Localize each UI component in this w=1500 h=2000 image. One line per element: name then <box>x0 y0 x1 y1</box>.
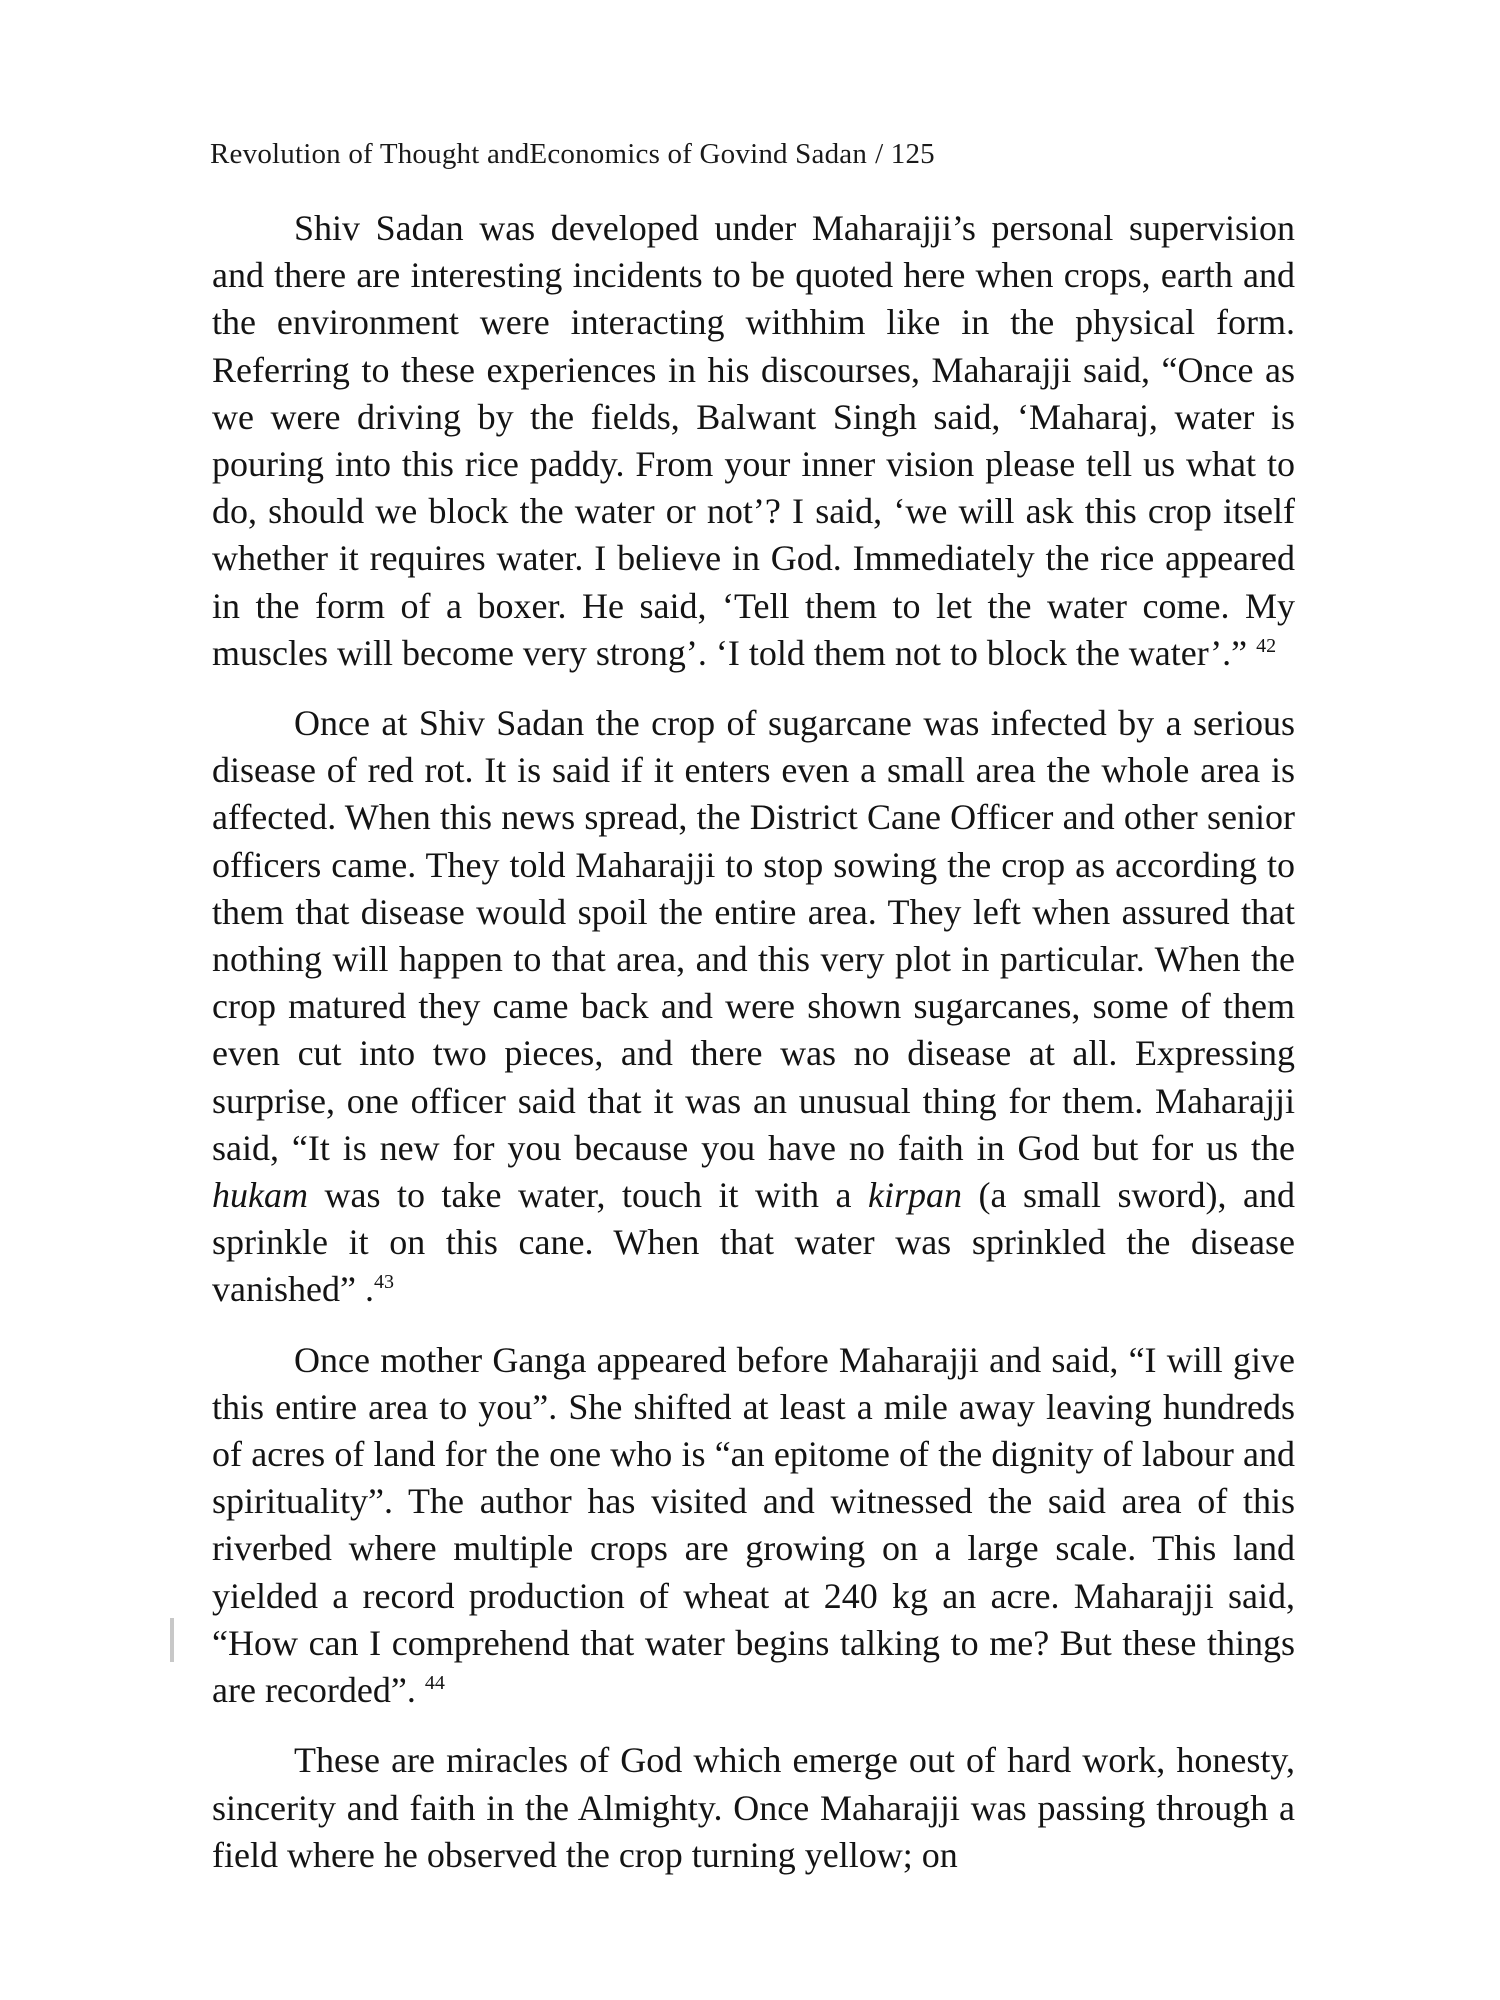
paragraph-2-text-c: (a small sword), and sprinkle it on this cane. When that water was sprinkled the disease vanished” . <box>212 1175 1296 1310</box>
paragraph-4 <box>212 1737 1295 1879</box>
paragraph-3-text: Once mother Ganga appeared before Maharajji and said, “I will give this entire area to you”. She shifted at least a mile away leaving hundreds of acres of land for the one who is “an epitome of the dignity of labour and spirituality”. The author has visited and witnessed the said area of this riverbed where multiple crops are growing on a large scale. This land yielded a record production of wheat at 240 kg an acre. Maharajji said, “How can I comprehend that water begins talking to me? But these things are recorded”. <box>212 1339 1295 1711</box>
paragraph-4-text: These are miracles of God which emerge out of hard work, honesty, sincerity and faith in the Almighty. Once Maharajji was passing through a field where he observed the crop turning yellow; on <box>212 1740 1295 1875</box>
paragraph-1 <box>212 205 1295 677</box>
footnote-ref-42: 42 <box>1256 634 1277 657</box>
running-head-title: Revolution of Thought andEconomics of Govind Sadan <box>210 138 868 170</box>
footnote-ref-43: 43 <box>373 1271 394 1294</box>
paragraph-1-text: Shiv Sadan was developed under Maharajji’s personal supervision and there are interesting incidents to be quoted here when crops, earth and the environment were interacting withhim like in the physical form. Referring to these experiences in his discourses, Maharajji said, “Once as we were driving by the fields, Balwant Singh said, ‘Maharaj, water is pouring into this rice paddy. From your inner vision please tell us what to do, should we block the water or not’? I said, ‘we will ask this crop itself whether it requires water. I believe in God. Immediately the rice appeared in the form of a boxer. He said, ‘Tell them to let the water come. My muscles will become very strong’. ‘I told them not to block the water’.” <box>212 208 1295 673</box>
margin-mark <box>170 1618 174 1662</box>
paragraph-2 <box>212 700 1295 1314</box>
page-number: / 125 <box>875 138 935 170</box>
paragraph-3 <box>212 1337 1295 1715</box>
paragraph-2-text-a: Once at Shiv Sadan the crop of sugarcane was infected by a serious disease of red rot. It is said if it enters even a small area the whole area is affected. When this news spread, the District Cane Officer and other senior officers came. They told Maharajji to stop sowing the crop as according to them that disease would spoil the entire area. They left when assured that nothing will happen to that area, and this very plot in particular. When the crop matured they came back and were shown sugarcanes, some of them even cut into two pieces, and there was no disease at all. Expressing surprise, one officer said that it was an unusual thing for them. Maharajji said, “It is new for you because you have no faith in God but for us the <box>212 703 1295 1168</box>
body-text <box>212 205 1295 1879</box>
term-hukam: hukam <box>212 1175 308 1216</box>
term-kirpan: kirpan <box>868 1175 963 1216</box>
running-head <box>210 138 1300 171</box>
paragraph-2-text-b: was to take water, touch it with a <box>324 1175 852 1216</box>
footnote-ref-44: 44 <box>424 1672 445 1695</box>
